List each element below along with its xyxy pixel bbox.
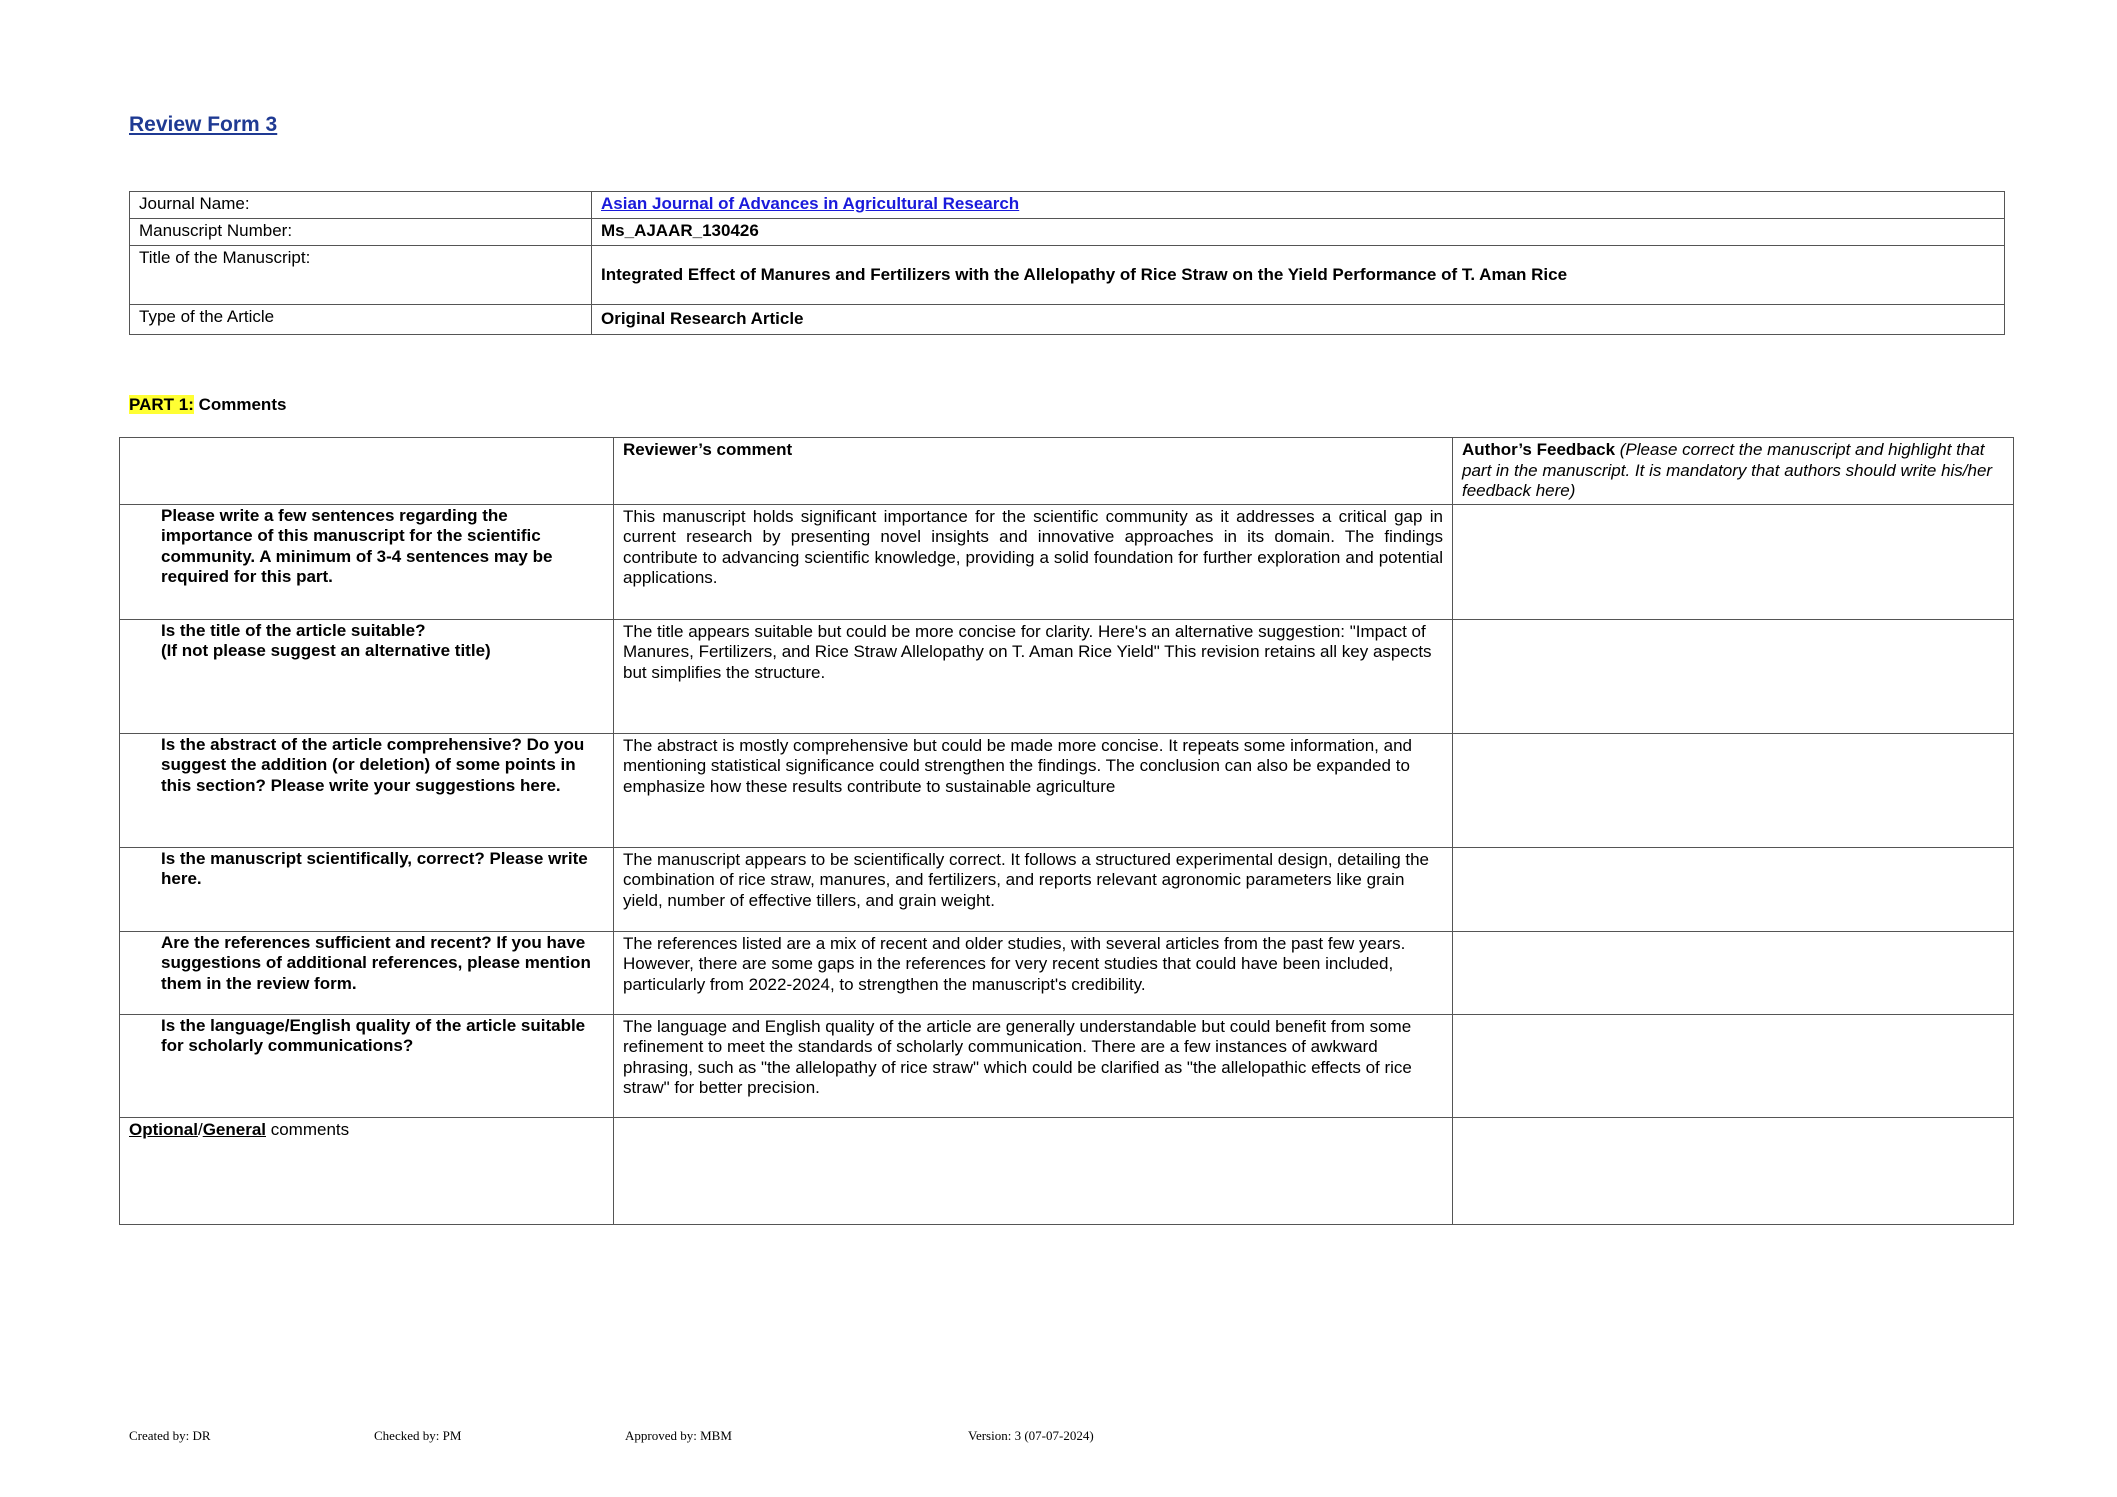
footer-approved: Approved by: MBM (625, 1428, 732, 1443)
question-subtext: (If not please suggest an alternative title) (161, 641, 491, 660)
manuscript-title-value: Integrated Effect of Manures and Fertilizers with the Allelopathy of Rice Straw on the Yield Performance of T. Aman Rice (592, 246, 2005, 305)
question-cell (120, 619, 614, 733)
author-feedback-cell[interactable] (1453, 931, 2014, 1014)
reviewer-comment-header: Reviewer’s comment (614, 438, 1453, 505)
optional-comments-label (120, 1117, 614, 1224)
reviewer-comment-cell: The references listed are a mix of recent and older studies, with several articles from the past few years. However, there are some gaps in the references for very recent studies that could have been included, particularly from 2022-2024, to strengthen the manuscript's credibility. (614, 931, 1453, 1014)
journal-link[interactable]: Asian Journal of Advances in Agricultural Research (601, 194, 1020, 213)
table-row (120, 1014, 2014, 1117)
comments-table (119, 437, 2014, 1225)
reviewer-comment-cell: The title appears suitable but could be more concise for clarity. Here's an alternative suggestion: "Impact of Manures, Fertilizers, and Rice Straw Allelopathy on T. Aman Rice Yield" This revision retains all key aspects but simplifies the structure. (614, 619, 1453, 733)
journal-label: Journal Name: (130, 192, 592, 219)
article-type-label: Type of the Article (130, 305, 592, 335)
table-row (120, 733, 2014, 847)
table-row (120, 847, 2014, 931)
manuscript-number-value: Ms_AJAAR_130426 (592, 219, 2005, 246)
optional-separator: / (197, 1119, 203, 1139)
table-row (120, 931, 2014, 1014)
reviewer-comment-cell: The language and English quality of the article are generally understandable but could benefit from some refinement to meet the standards of scholarly communication. There are a few instances of awkward phrasing, such as "the allelopathy of rice straw" which could be clarified as "the allelopathic effects of rice straw" for better precision. (614, 1014, 1453, 1117)
footer-created: Created by: DR (129, 1428, 211, 1443)
optional-reviewer-comment-cell[interactable] (614, 1117, 1453, 1224)
author-feedback-cell[interactable] (1453, 733, 2014, 847)
question-cell: Please write a few sentences regarding the importance of this manuscript for the scientific community. A minimum of 3-4 sentences may be required for this part. (120, 504, 614, 619)
manuscript-number-label: Manuscript Number: (130, 219, 592, 246)
author-feedback-cell[interactable] (1453, 1014, 2014, 1117)
manuscript-title-label: Title of the Manuscript: (130, 246, 592, 305)
part-title: Comments (193, 395, 287, 414)
question-cell: Are the references sufficient and recent? If you have suggestions of additional references, please mention them in the review form. (120, 931, 614, 1014)
manuscript-info-table (129, 191, 2005, 335)
reviewer-comment-cell: The manuscript appears to be scientifically correct. It follows a structured experimental design, detailing the combination of rice straw, manures, and fertilizers, and reports relevant agronomic parameters like grain yield, number of effective tillers, and grain weight. (614, 847, 1453, 931)
question-cell: Is the manuscript scientifically, correct? Please write here. (120, 847, 614, 931)
footer-version: Version: 3 (07-07-2024) (968, 1428, 1094, 1443)
author-feedback-note: (Please correct the manuscript and highlight that part in the manuscript. It is mandatory that authors should write his/her feedback here) (1462, 440, 1993, 500)
author-feedback-cell[interactable] (1453, 619, 2014, 733)
part-label: PART 1: (129, 395, 194, 414)
page-title[interactable]: Review Form 3 (129, 113, 278, 136)
header-empty-cell (120, 438, 614, 505)
question-text: Is the title of the article suitable? (161, 620, 426, 640)
comments-label: comments (266, 1119, 350, 1139)
general-label: General (202, 1119, 266, 1139)
reviewer-comment-cell: The abstract is mostly comprehensive but could be made more concise. It repeats some information, and mentioning statistical significance could strengthen the findings. The conclusion can also be expanded to emphasize how these results contribute to sustainable agriculture (614, 733, 1453, 847)
reviewer-comment-cell: This manuscript holds significant importance for the scientific community as it addresses a critical gap in current research by presenting novel insights and innovative approaches in its domain. The findings contribute to advancing scientific knowledge, providing a solid foundation for further exploration and potential applications. (614, 504, 1453, 619)
author-feedback-label: Author’s Feedback (1462, 440, 1616, 459)
part-heading (129, 395, 286, 415)
optional-comments-row (120, 1117, 2014, 1224)
article-type-value: Original Research Article (592, 305, 2005, 335)
author-feedback-cell[interactable] (1453, 504, 2014, 619)
optional-author-feedback-cell[interactable] (1453, 1117, 2014, 1224)
question-cell: Is the language/English quality of the article suitable for scholarly communications? (120, 1014, 614, 1117)
author-feedback-header (1453, 438, 2014, 505)
table-row (120, 504, 2014, 619)
footer-checked: Checked by: PM (374, 1428, 462, 1443)
author-feedback-cell[interactable] (1453, 847, 2014, 931)
table-row (120, 619, 2014, 733)
question-cell: Is the abstract of the article comprehensive? Do you suggest the addition (or deletion) of some points in this section? Please write your suggestions here. (120, 733, 614, 847)
optional-label: Optional (129, 1119, 198, 1139)
